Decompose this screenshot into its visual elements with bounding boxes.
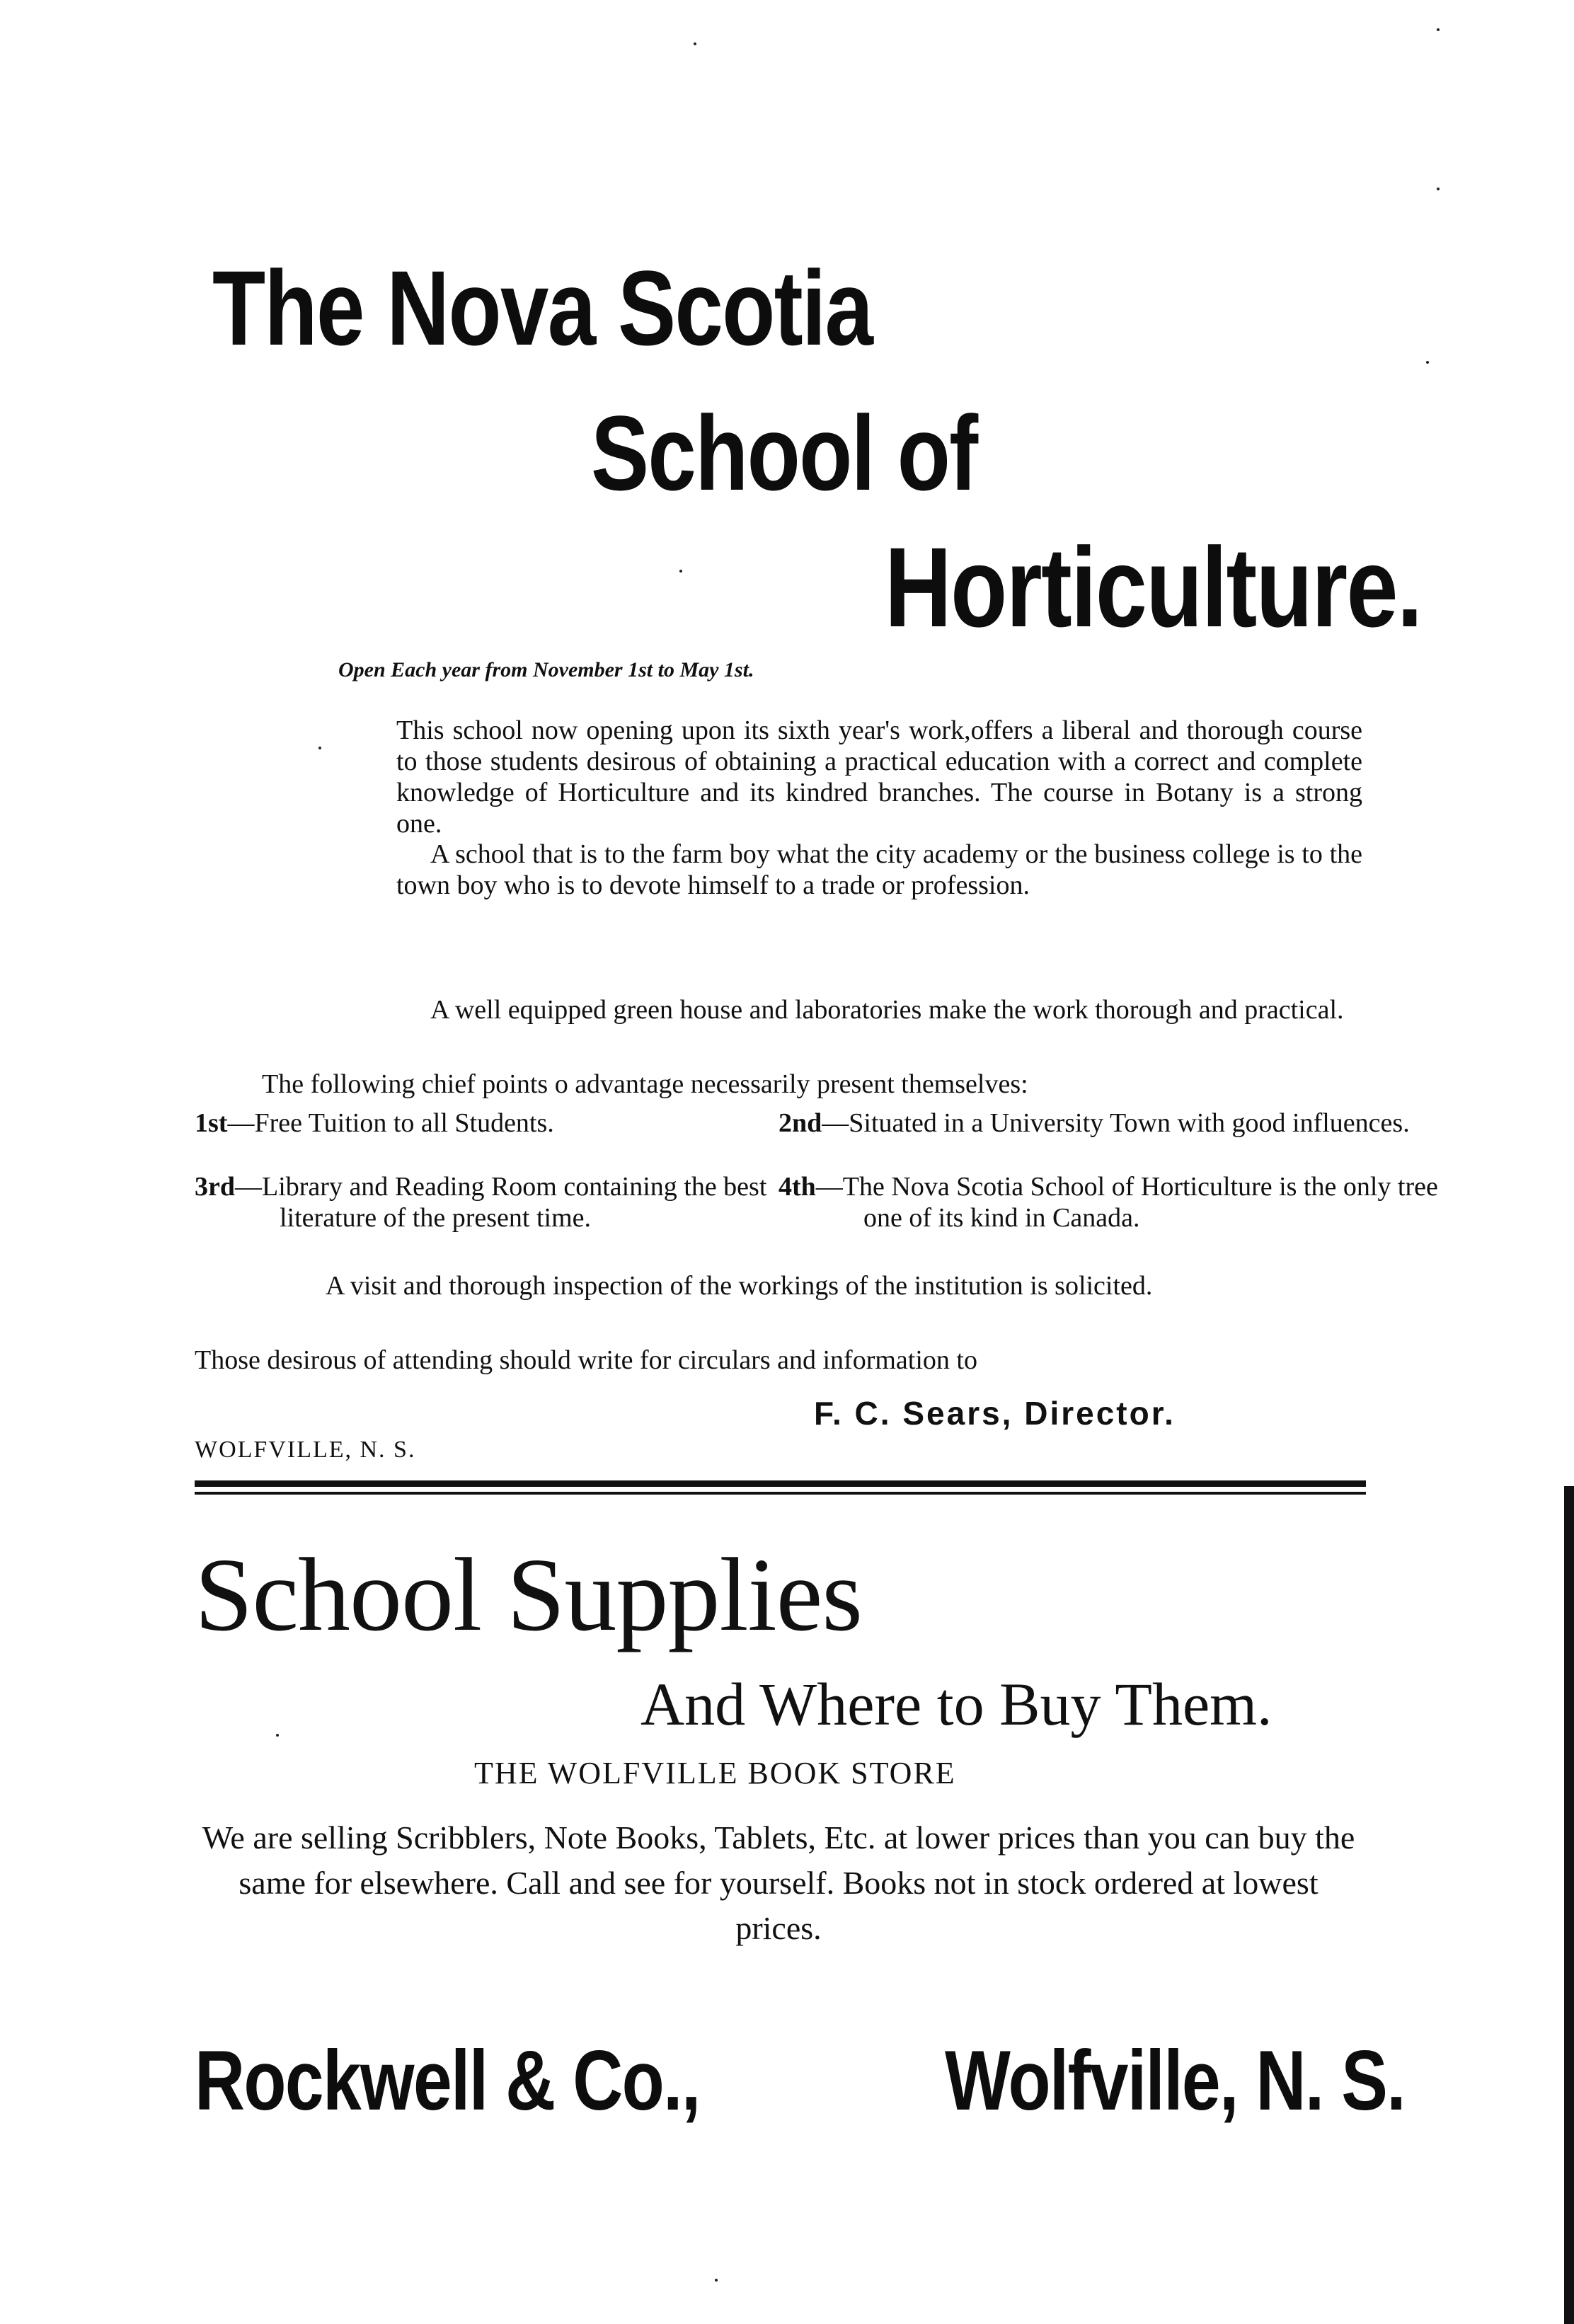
scan-speck (318, 747, 321, 749)
hort-paragraph-3: A well equipped green house and laboratories make the work thorough and practical. (430, 995, 1344, 1025)
hort-contact-note: Those desirous of attending should write for circulars and information to (195, 1345, 977, 1375)
supplies-subtitle: And Where to Buy Them. (640, 1670, 1273, 1738)
hort-point-1 (195, 1108, 817, 1139)
hort-point-3-number: 3rd (195, 1172, 235, 1202)
hort-title-line-2: School of (591, 393, 977, 512)
hort-point-4 (779, 1171, 1451, 1233)
supplies-footer-company: Rockwell & Co., (195, 2033, 700, 2128)
hort-signature: F. C. Sears, Director. (814, 1395, 1176, 1432)
hort-visit-note: A visit and thorough inspection of the workings of the institution is solicited. (326, 1271, 1153, 1301)
hort-paragraph-1: This school now opening upon its sixth year's work,offers a liberal and thorough course to those students desirous of obtaining a practical education with a correct and complete knowledge of Horticulture and its kindred branches. The course in Botany is a strong one. (396, 715, 1362, 839)
hort-point-3-text: —Library and Reading Room containing the best literature of the present time. (235, 1172, 767, 1233)
hort-point-4-number: 4th (779, 1172, 816, 1202)
hort-point-3 (195, 1171, 860, 1233)
hort-paragraph-2: A school that is to the farm boy what the city academy or the business college is to the town boy who is to devote himself to a trade or profession. (396, 839, 1362, 900)
section-divider-thick (195, 1480, 1366, 1487)
scan-speck (694, 42, 696, 45)
hort-point-1-number: 1st (195, 1108, 228, 1138)
supplies-footer-location: Wolfville, N. S. (945, 2033, 1405, 2128)
scan-edge-shadow (1564, 1486, 1574, 2324)
hort-title-line-3: Horticulture. (885, 524, 1422, 650)
hort-point-1-text: —Free Tuition to all Students. (227, 1108, 554, 1138)
hort-point-2 (779, 1108, 1451, 1139)
scan-speck (276, 1734, 279, 1737)
hort-points-lead: The following chief points o advantage necessarily present themselves: (262, 1069, 1028, 1099)
hort-title-line-1: The Nova Scotia (212, 248, 873, 367)
hort-place: WOLFVILLE, N. S. (195, 1437, 416, 1463)
hort-point-4-text: —The Nova Scotia School of Horticulture is the only tree one of its kind in Canada. (815, 1172, 1438, 1233)
supplies-title: School Supplies (195, 1537, 862, 1653)
scan-speck (1437, 28, 1440, 31)
supplies-body: We are selling Scribblers, Note Books, Tablets, Etc. at lower prices than you can buy the same for elsewhere. Call and see for yourself. Books not in stock ordered at lowest prices. (202, 1819, 1355, 1946)
scan-speck (679, 570, 682, 573)
section-divider-thin (195, 1492, 1366, 1495)
hort-point-2-number: 2nd (779, 1108, 822, 1138)
hort-point-2-text: —Situated in a University Town with good influences. (822, 1108, 1410, 1138)
scan-speck (1437, 188, 1440, 190)
scan-speck (715, 2279, 718, 2282)
scan-speck (1426, 361, 1429, 364)
hort-tagline: Open Each year from November 1st to May 1st. (338, 658, 754, 681)
supplies-store-name: THE WOLFVILLE BOOK STORE (474, 1756, 956, 1790)
